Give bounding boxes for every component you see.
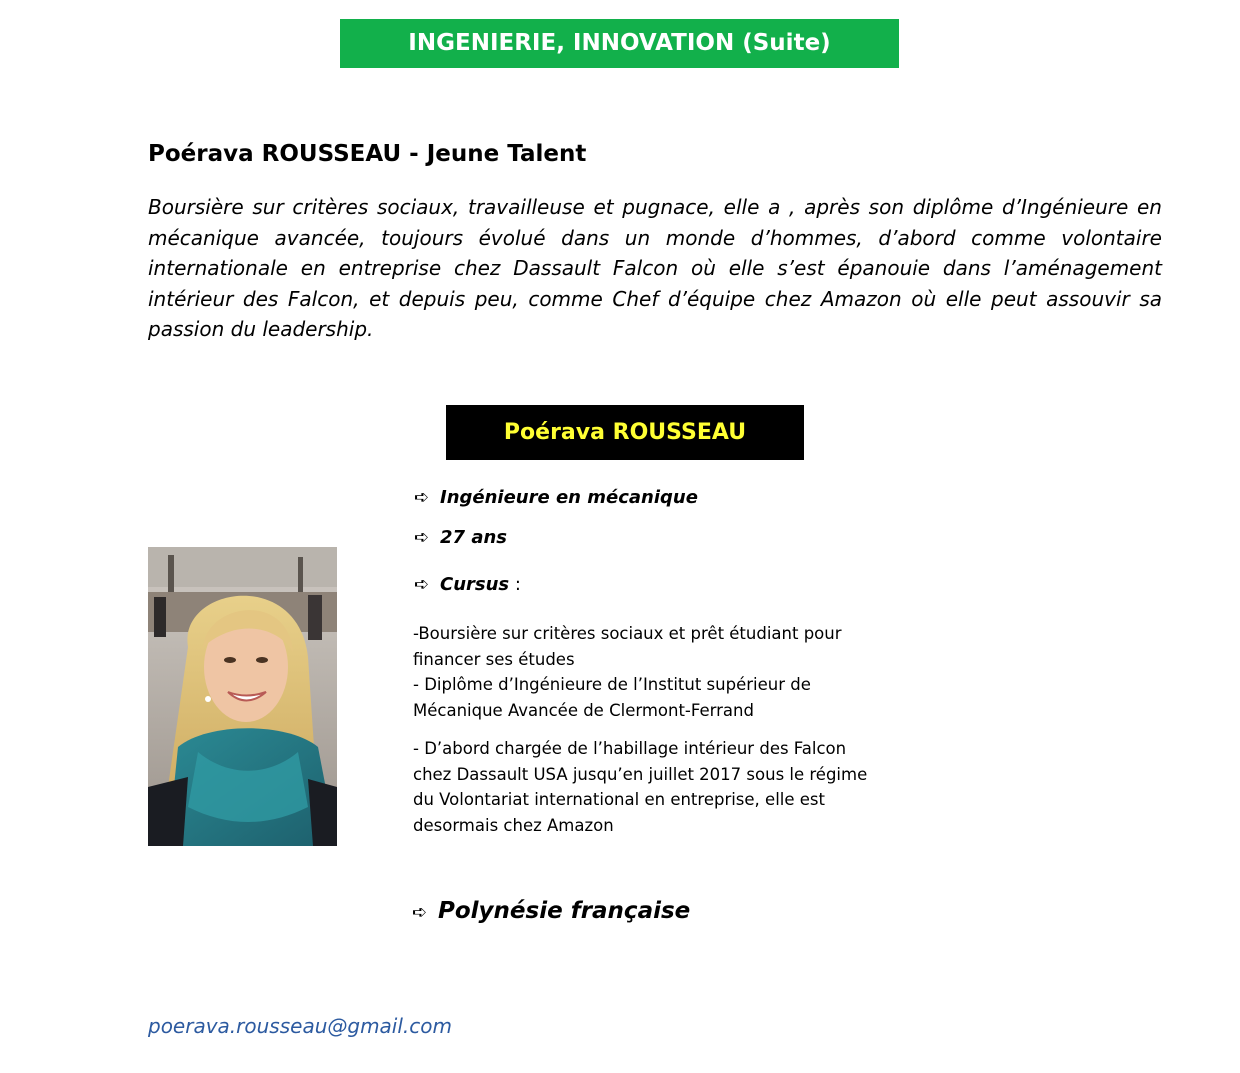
cursus-block-education	[413, 621, 883, 723]
profile-intro	[148, 192, 1162, 345]
cursus-line: Mécanique Avancée de Clermont-Ferrand	[413, 700, 754, 720]
portrait-illustration	[148, 547, 337, 846]
cursus-line: chez Dassault USA jusqu’en juillet 2017 sous le régime	[413, 764, 868, 784]
intro-line: passion du leadership.	[148, 317, 374, 341]
arrow-icon: ➪	[414, 574, 430, 595]
age-text: 27 ans	[440, 527, 507, 548]
cursus-colon: :	[509, 574, 521, 595]
arrow-icon: ➪	[414, 487, 430, 508]
intro-line: intérieur des Falcon, et depuis peu, comme Chef d’équipe chez Amazon où elle peut assouvir sa	[148, 286, 1162, 311]
cursus-line: desormais chez Amazon	[413, 815, 614, 835]
intro-line: Boursière sur critères sociaux, travailleuse et pugnace, elle a , après son diplôme d’Ingénieure en	[148, 195, 1162, 219]
cursus-line: -Boursière sur critères sociaux et prêt étudiant pour	[413, 624, 842, 643]
cursus-line: - D’abord chargée de l’habillage intérieur des Falcon	[413, 739, 847, 758]
intro-line: mécanique avancée, toujours évolué dans un monde d’hommes, d’abord comme volontaire	[148, 225, 1162, 250]
cursus-line: financer ses études	[413, 649, 575, 669]
cursus-line: - Diplôme d’Ingénieure de l’Institut supérieur de	[413, 675, 811, 694]
portrait-photo	[148, 547, 337, 846]
profession-text: Ingénieure en mécanique	[440, 487, 698, 508]
profile-heading: Poérava ROUSSEAU - Jeune Talent	[148, 141, 587, 167]
intro-line: internationale en entreprise chez Dassault Falcon où elle s’est épanouie dans l’aménagement	[148, 256, 1162, 280]
email-link[interactable]: poerava.rousseau@gmail.com	[148, 1014, 452, 1038]
location-bullet	[412, 895, 690, 929]
arrow-icon: ➪	[414, 527, 430, 548]
arrow-icon: ➪	[412, 902, 428, 923]
profession-bullet	[414, 485, 698, 511]
age-bullet	[414, 525, 507, 551]
cursus-block-career	[413, 736, 883, 838]
cursus-line: du Volontariat international en entreprise, elle est	[413, 790, 825, 809]
location-text: Polynésie française	[438, 898, 691, 924]
cursus-bullet	[414, 572, 521, 598]
cursus-label: Cursus	[440, 574, 510, 595]
section-banner: INGENIERIE, INNOVATION (Suite)	[340, 19, 899, 68]
name-box: Poérava ROUSSEAU	[446, 405, 804, 460]
